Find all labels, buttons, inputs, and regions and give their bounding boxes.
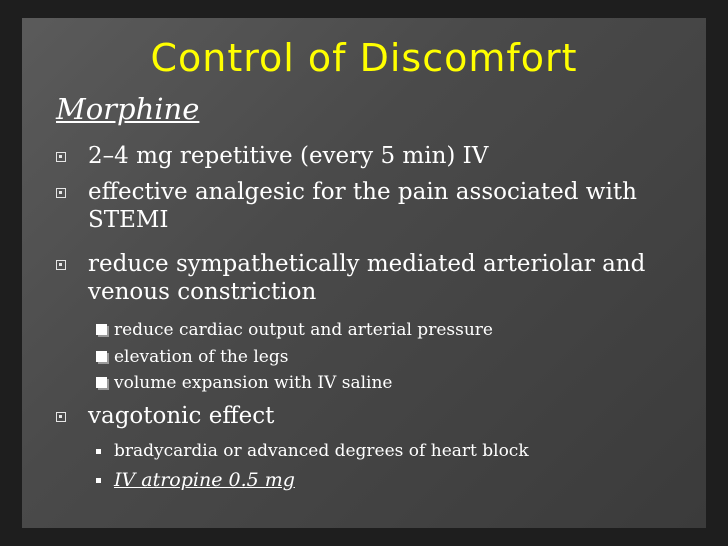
sub-bullet-text: bradycardia or advanced degrees of heart block bbox=[114, 441, 529, 461]
slide-subtitle: Morphine bbox=[56, 92, 200, 126]
bullet-icon bbox=[56, 152, 66, 162]
bullet-item bbox=[56, 250, 688, 306]
checkbox-bullet-icon bbox=[96, 324, 107, 335]
sub-bullet-text: IV atropine 0.5 mg bbox=[114, 469, 295, 491]
sub-bullet-text: elevation of the legs bbox=[114, 347, 289, 367]
sub-bullet-item bbox=[96, 347, 288, 367]
bullet-text: effective analgesic for the pain associated with STEMI bbox=[88, 179, 637, 233]
sub-bullet-item bbox=[96, 320, 493, 340]
sub-bullet-item bbox=[96, 441, 529, 461]
bullet-text: 2–4 mg repetitive (every 5 min) IV bbox=[88, 143, 489, 169]
sub-bullet-text: volume expansion with IV saline bbox=[114, 373, 393, 393]
bullet-text: vagotonic effect bbox=[88, 403, 275, 429]
sub-bullet-item bbox=[96, 373, 392, 393]
bullet-icon bbox=[56, 260, 66, 270]
bullet-text: reduce sympathetically mediated arteriolar and venous constriction bbox=[88, 251, 646, 305]
square-bullet-icon bbox=[96, 449, 101, 454]
slide-title: Control of Discomfort bbox=[150, 36, 578, 80]
bullet-icon bbox=[56, 412, 66, 422]
bullet-item bbox=[56, 402, 688, 430]
checkbox-bullet-icon bbox=[96, 377, 107, 388]
sub-bullet-text: reduce cardiac output and arterial pressure bbox=[114, 320, 493, 340]
bullet-icon bbox=[56, 188, 66, 198]
sub-bullet-item bbox=[96, 470, 295, 490]
bullet-item bbox=[56, 142, 688, 170]
bullet-item bbox=[56, 178, 688, 234]
checkbox-bullet-icon bbox=[96, 351, 107, 362]
square-bullet-icon bbox=[96, 478, 101, 483]
